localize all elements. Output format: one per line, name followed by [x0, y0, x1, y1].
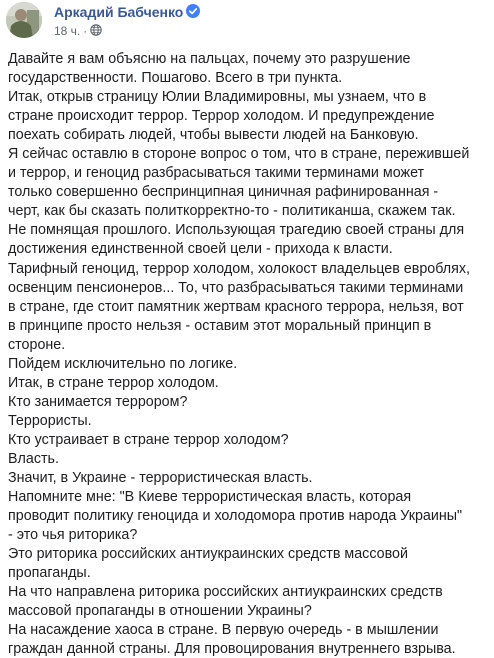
post-text-line: Кто устраивает в стране террор холодом?: [8, 431, 289, 448]
author-name-link[interactable]: Аркадий Бабченко: [54, 3, 184, 20]
post-text-line: Это риторика российских антиукраинских средств массовой: [8, 546, 408, 563]
author-line: [54, 3, 200, 23]
post-text-line: массовой пропаганды в отношении Украины?: [8, 603, 312, 620]
post-text-line: поехать собирать людей, чтобы вывести людей на Банковую.: [8, 127, 419, 144]
user-avatar-photo-icon: [6, 2, 42, 38]
post-text-line: в принципе просто нельзя - оставим этот моральный принцип в: [8, 317, 432, 334]
post-text-line: Террористы.: [8, 412, 92, 429]
post-text-line: только совершенно беспринципная циничная рафинированная -: [8, 184, 439, 201]
post-text-line: На насаждение хаоса в стране. В первую очередь - в мышлении: [8, 622, 439, 639]
post-text-line: стороне.: [8, 336, 66, 353]
post-text-line: Я сейчас оставлю в стороне вопрос о том, что в стране, пережившей: [8, 146, 470, 163]
post-text-line: пропаганды.: [8, 565, 91, 582]
post-meta: [54, 23, 102, 39]
post-text-line: и террор, и геноцид разбрасываться такими терминами может: [8, 165, 425, 182]
post-text-line: Значит, в Украине - террористическая власть.: [8, 470, 313, 487]
post-text-line: - это чья риторика?: [8, 527, 138, 544]
post-text-line: граждан данной страны. Для провоцирования внутреннего взрыва.: [8, 641, 456, 658]
post-text-line: Не помнящая прошлого. Использующая трагедию своей страны для: [8, 222, 465, 239]
meta-separator: ·: [83, 23, 88, 38]
post-text-line: Тарифный геноцид, террор холодом, холокост владельцев евроблях,: [8, 260, 471, 277]
post-text-line: освенцим пенсионеров... То, что разбрасываться такими терминами: [8, 279, 464, 296]
post-text-line: Итак, открыв страницу Юлии Владимировны, мы узнаем, что в: [8, 89, 427, 106]
post-body-text: [8, 50, 492, 658]
post-text-line: Давайте я вам объясню на пальцах, почему это разрушение: [8, 51, 411, 67]
verified-badge-icon: [186, 4, 200, 18]
post-text-line: проводит политику геноцида и холодомора против народа Украины": [8, 508, 463, 525]
post-text-line: черт, как бы сказать политкорректно-то - политиканша, скажем так.: [8, 203, 456, 220]
post-text-line: Власть.: [8, 450, 59, 467]
author-avatar[interactable]: [6, 2, 42, 38]
post-text-line: в стране, где стоит памятник жертвам красного террора, нельзя, вот: [8, 298, 464, 315]
post-text-line: стране происходит террор. Террор холодом. И предупреждение: [8, 108, 435, 125]
globe-icon[interactable]: [90, 24, 102, 36]
post-timestamp-link[interactable]: 18 ч.: [54, 23, 81, 38]
post-text-line: На что направлена риторика российских антиукраинских средств: [8, 584, 443, 601]
post-header: [0, 0, 494, 42]
post-text-line: государственности. Пошагово. Всего в три пункта.: [8, 70, 343, 87]
post-text-line: Пойдем исключительно по логике.: [8, 355, 238, 372]
post-text-line: Итак, в стране террор холодом.: [8, 374, 219, 391]
post-text-line: Напомните мне: "В Киеве террористическая власть, которая: [8, 489, 412, 506]
post-text-line: достижения единственной своей цели - прихода к власти.: [8, 241, 393, 258]
post-text-line: Кто занимается террором?: [8, 393, 188, 410]
